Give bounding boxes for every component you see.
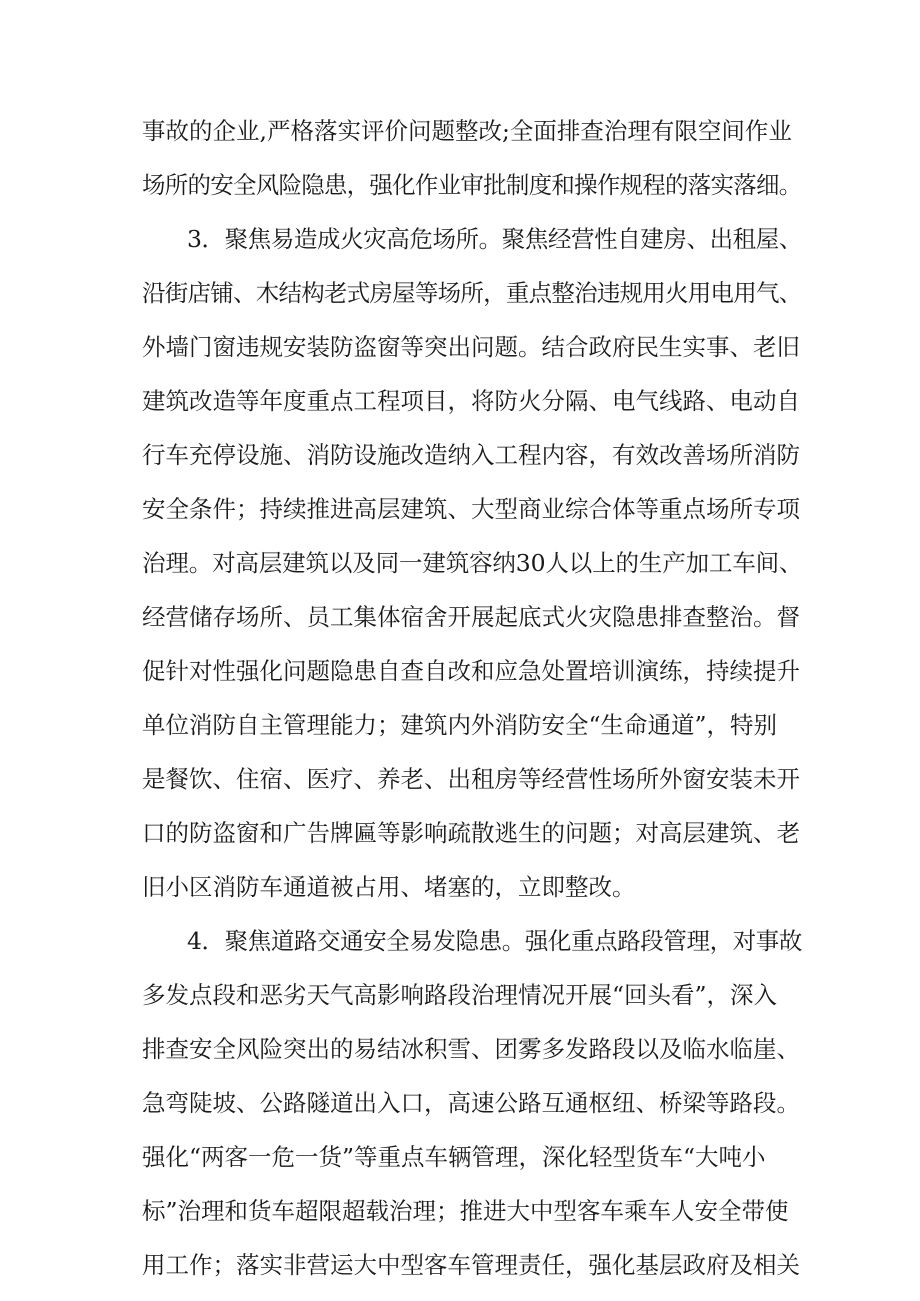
section-heading-line: 3．聚焦易造成火灾高危场所。聚焦经营性自建房、出租屋、 bbox=[187, 225, 802, 253]
text-line: 强化“两客一危一货”等重点车辆管理，深化轻型货车“大吨小 bbox=[142, 1143, 766, 1171]
text-line: 用工作；落实非营运大中型客车管理责任，强化基层政府及相关 bbox=[142, 1251, 800, 1279]
text-line: 事故的企业,严格落实评价问题整改;全面排查治理有限空间作业 bbox=[142, 117, 792, 145]
text-line: 排查安全风险突出的易结冰积雪、团雾多发路段以及临水临崖、 bbox=[142, 1035, 800, 1063]
text-line: 标”治理和货车超限超载治理；推进大中型客车乘车人安全带使 bbox=[142, 1197, 789, 1225]
text-line: 单位消防自主管理能力；建筑内外消防安全“生命通道”，特别 bbox=[142, 711, 778, 739]
text-line: 建筑改造等年度重点工程项目，将防火分隔、电气线路、电动自 bbox=[142, 387, 800, 415]
text-line: 沿街店铺、木结构老式房屋等场所，重点整治违规用火用电用气、 bbox=[142, 279, 802, 307]
text-line: 旧小区消防车通道被占用、堵塞的，立即整改。 bbox=[142, 873, 636, 901]
text-line: 多发点段和恶劣天气高影响路段治理情况开展“回头看”，深入 bbox=[142, 981, 778, 1009]
text-line: 急弯陡坡、公路隧道出入口，高速公路互通枢纽、桥梁等路段。 bbox=[142, 1089, 800, 1117]
text-line: 口的防盗窗和广告牌匾等影响疏散逃生的问题；对高层建筑、老 bbox=[142, 819, 800, 847]
text-line: 外墙门窗违规安装防盗窗等突出问题。结合政府民生实事、老旧 bbox=[142, 333, 800, 361]
text-line: 是餐饮、住宿、医疗、养老、出租房等经营性场所外窗安装未开 bbox=[142, 765, 800, 793]
text-line: 经营储存场所、员工集体宿舍开展起底式火灾隐患排查整治。督 bbox=[142, 603, 800, 631]
text-line: 场所的安全风险隐患，强化作业审批制度和操作规程的落实落细。 bbox=[142, 171, 802, 199]
section-heading-line: 4．聚焦道路交通安全易发隐患。强化重点路段管理，对事故 bbox=[187, 927, 802, 955]
text-line: 促针对性强化问题隐患自查自改和应急处置培训演练，持续提升 bbox=[142, 657, 800, 685]
text-line: 治理。对高层建筑以及同一建筑容纳30人以上的生产加工车间、 bbox=[142, 549, 803, 577]
text-line: 安全条件；持续推进高层建筑、大型商业综合体等重点场所专项 bbox=[142, 495, 800, 523]
text-line: 行车充停设施、消防设施改造纳入工程内容，有效改善场所消防 bbox=[142, 441, 800, 469]
